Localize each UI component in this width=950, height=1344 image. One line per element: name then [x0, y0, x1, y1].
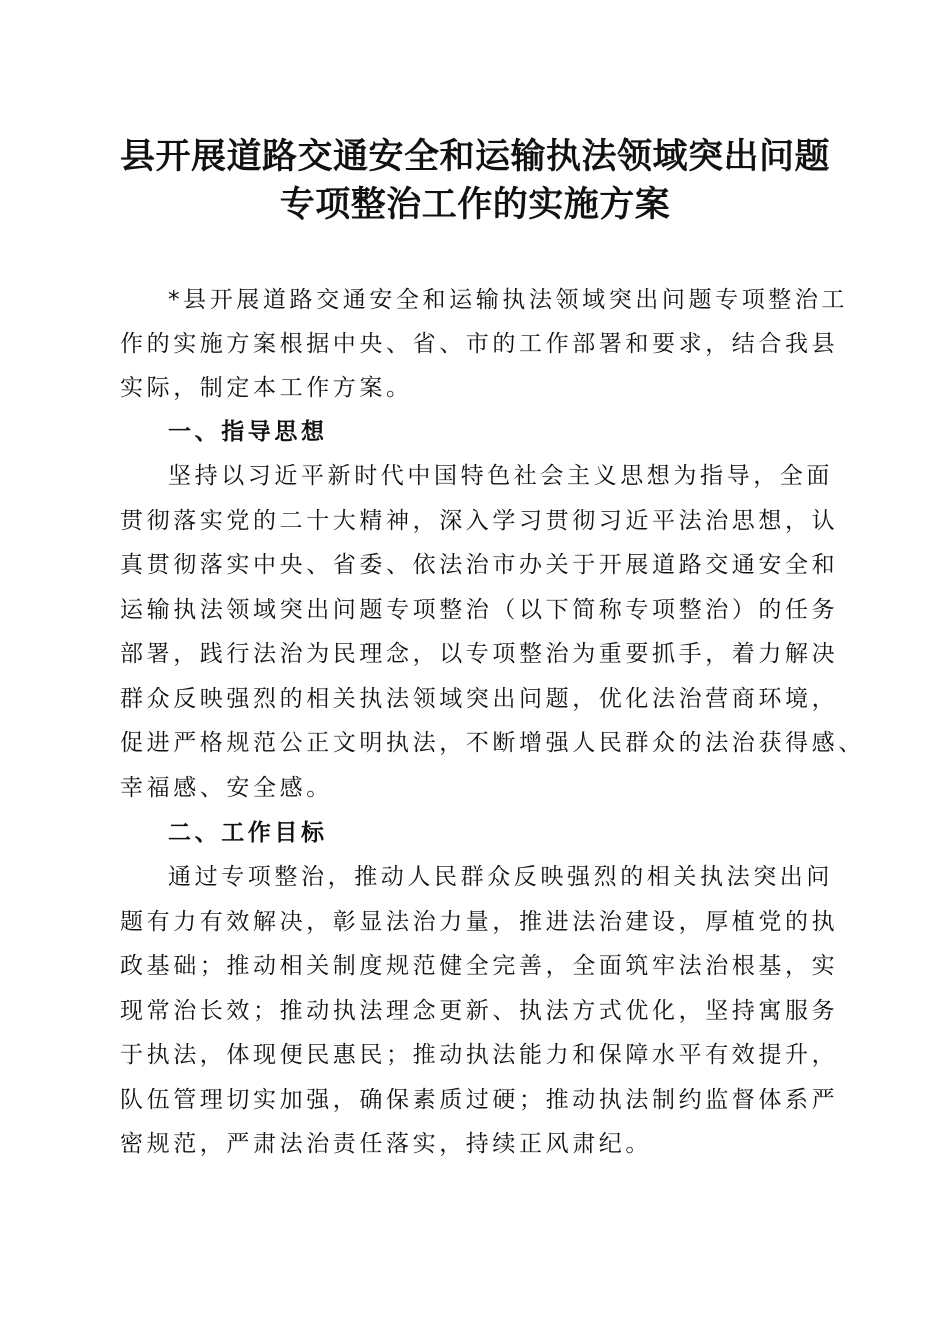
paragraph-line: 于执法，体现便民惠民；推动执法能力和保障水平有效提升，: [120, 1042, 839, 1068]
paragraph-line: 贯彻落实党的二十大精神，深入学习贯彻习近平法治思想，认: [120, 508, 839, 534]
section-heading-work-goals: 二、工作目标: [168, 820, 328, 846]
section-heading-guiding-ideology: 一、指导思想: [168, 419, 328, 445]
document-title-line-1: 县开展道路交通安全和运输执法领域突出问题: [119, 136, 830, 177]
paragraph-line: 密规范，严肃法治责任落实，持续正风肃纪。: [120, 1131, 652, 1157]
intro-line: *县开展道路交通安全和运输执法领域突出问题专项整治工: [168, 287, 849, 313]
document-title-line-2: 专项整治工作的实施方案: [279, 184, 671, 225]
intro-line: 作的实施方案根据中央、省、市的工作部署和要求，结合我县: [120, 331, 839, 357]
intro-line: 实际，制定本工作方案。: [120, 375, 413, 401]
paragraph-line: 现常治长效；推动执法理念更新、执法方式优化，坚持寓服务: [120, 998, 839, 1024]
paragraph-line: 通过专项整治，推动人民群众反映强烈的相关执法突出问: [168, 864, 833, 890]
paragraph-line: 运输执法领域突出问题专项整治（以下简称专项整治）的任务: [120, 597, 839, 623]
paragraph-line: 促进严格规范公正文明执法，不断增强人民群众的法治获得感、: [120, 730, 865, 756]
paragraph-line: 幸福感、安全感。: [120, 775, 333, 801]
paragraph-line: 坚持以习近平新时代中国特色社会主义思想为指导，全面: [168, 463, 833, 489]
paragraph-line: 群众反映强烈的相关执法领域突出问题，优化法治营商环境，: [120, 686, 839, 712]
paragraph-line: 题有力有效解决，彰显法治力量，推进法治建设，厚植党的执: [120, 909, 839, 935]
paragraph-line: 真贯彻落实中央、省委、依法治市办关于开展道路交通安全和: [120, 552, 839, 578]
paragraph-line: 队伍管理切实加强，确保素质过硬；推动执法制约监督体系严: [120, 1087, 839, 1113]
paragraph-line: 部署，践行法治为民理念，以专项整治为重要抓手，着力解决: [120, 641, 839, 667]
paragraph-line: 政基础；推动相关制度规范健全完善，全面筑牢法治根基，实: [120, 953, 839, 979]
